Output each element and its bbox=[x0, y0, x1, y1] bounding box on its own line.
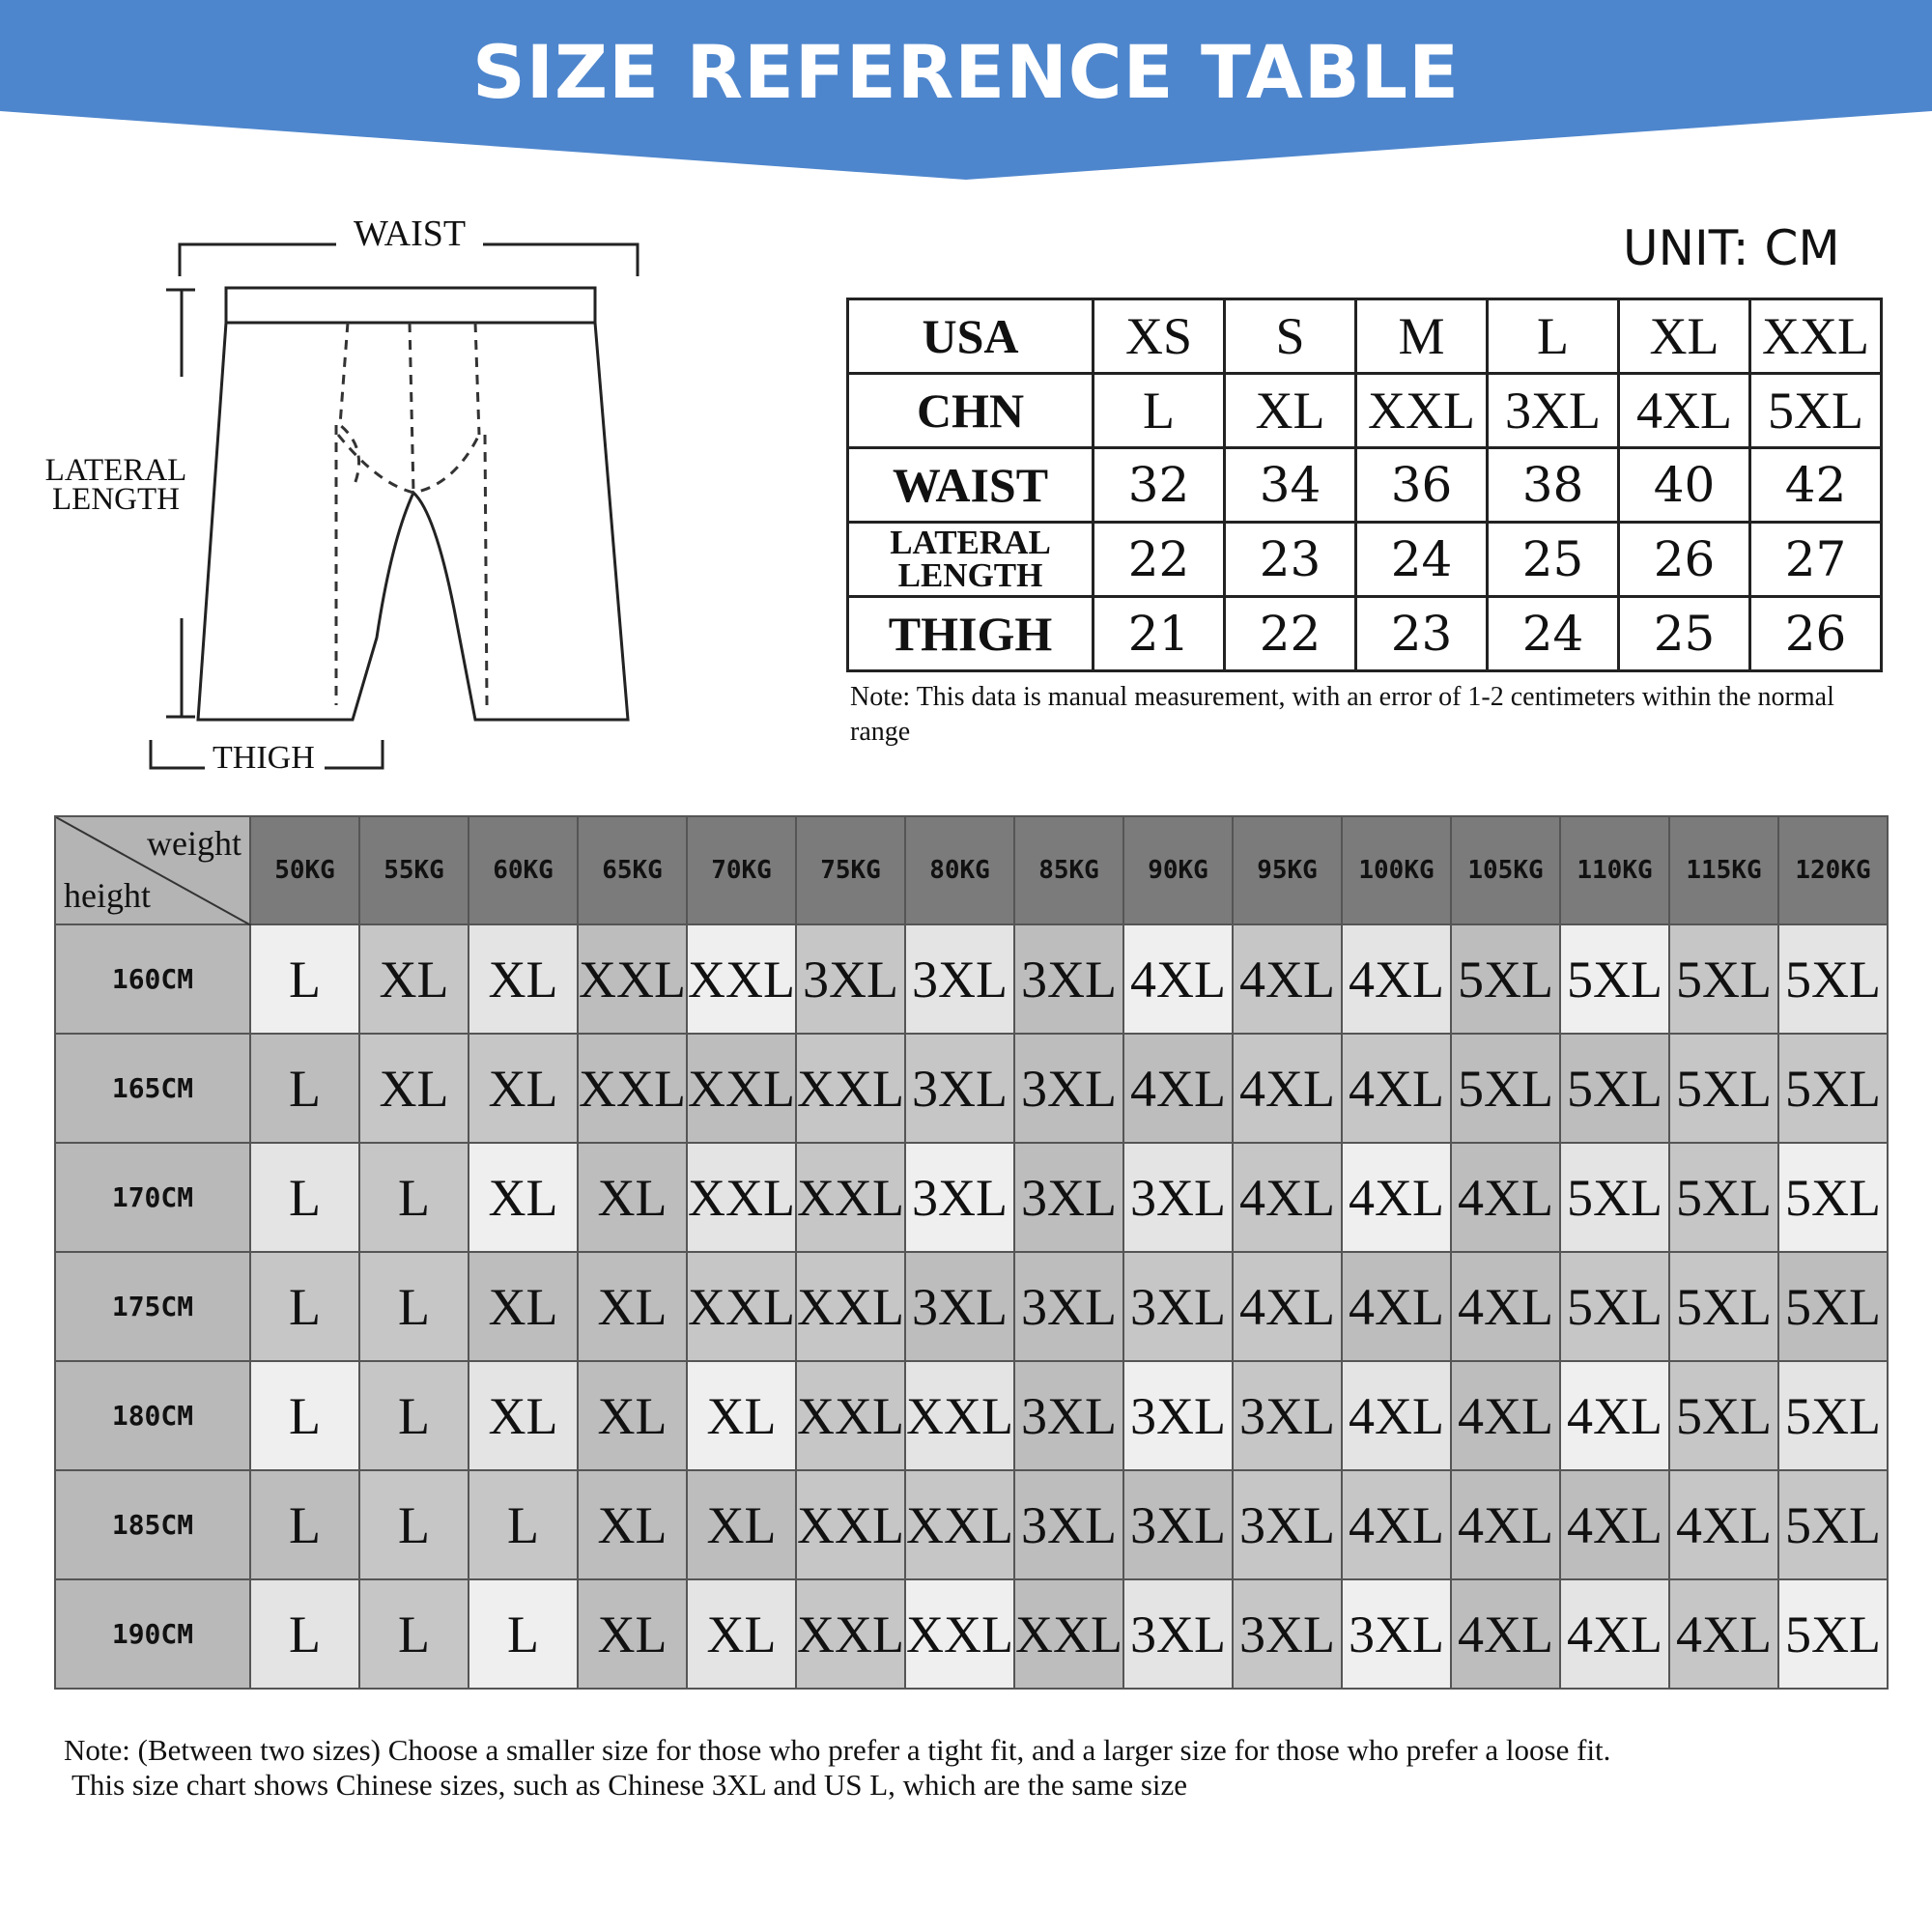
table-row bbox=[55, 1252, 1888, 1361]
table-cell: XS bbox=[1094, 299, 1225, 374]
table-cell: 38 bbox=[1488, 448, 1619, 523]
table-cell: XL bbox=[1619, 299, 1750, 374]
size-cell: 3XL bbox=[1123, 1361, 1233, 1470]
size-cell: 4XL bbox=[1560, 1579, 1669, 1689]
size-cell: 4XL bbox=[1123, 1034, 1233, 1143]
row-header-usa: USA bbox=[848, 299, 1094, 374]
row-header-waist: WAIST bbox=[848, 448, 1094, 523]
row-header-chn: CHN bbox=[848, 374, 1094, 448]
table-cell: 23 bbox=[1225, 523, 1356, 597]
weight-header-cell: 60KG bbox=[469, 816, 578, 924]
size-cell: XXL bbox=[687, 1252, 796, 1361]
weight-header-cell: 75KG bbox=[796, 816, 905, 924]
size-cell: 3XL bbox=[905, 1034, 1014, 1143]
size-cell: 3XL bbox=[1014, 1252, 1123, 1361]
footer-note-line2: This size chart shows Chinese sizes, such as Chinese 3XL and US L, which are the same size bbox=[71, 1768, 1188, 1802]
table-cell: XXL bbox=[1750, 299, 1882, 374]
table-row bbox=[55, 1034, 1888, 1143]
size-cell: 3XL bbox=[1123, 1470, 1233, 1579]
size-cell: 3XL bbox=[1014, 1361, 1123, 1470]
size-cell: 5XL bbox=[1669, 1143, 1778, 1252]
size-cell: 3XL bbox=[1123, 1252, 1233, 1361]
weight-header-cell: 70KG bbox=[687, 816, 796, 924]
height-header-cell: 170CM bbox=[55, 1143, 250, 1252]
table-cell: S bbox=[1225, 299, 1356, 374]
table-cell: L bbox=[1094, 374, 1225, 448]
size-cell: 4XL bbox=[1451, 1470, 1560, 1579]
size-cell: XL bbox=[359, 924, 469, 1034]
size-cell: XL bbox=[469, 1361, 578, 1470]
size-cell: 5XL bbox=[1778, 1034, 1888, 1143]
size-cell: XXL bbox=[578, 1034, 687, 1143]
measurement-note: Note: This data is manual measurement, with an error of 1-2 centimeters within the normal range bbox=[850, 682, 1834, 747]
size-cell: L bbox=[250, 1252, 359, 1361]
row-header-line2: LENGTH bbox=[897, 556, 1043, 594]
weight-header-cell: 90KG bbox=[1123, 816, 1233, 924]
height-header-cell: 185CM bbox=[55, 1470, 250, 1579]
height-header-cell: 175CM bbox=[55, 1252, 250, 1361]
size-cell: 4XL bbox=[1669, 1579, 1778, 1689]
size-cell: 4XL bbox=[1451, 1361, 1560, 1470]
size-cell: 3XL bbox=[1233, 1579, 1342, 1689]
table-cell: 25 bbox=[1619, 597, 1750, 671]
size-cell: 5XL bbox=[1560, 1143, 1669, 1252]
table-row bbox=[55, 1361, 1888, 1470]
footer-note bbox=[64, 1733, 1918, 1803]
table-row bbox=[55, 1143, 1888, 1252]
size-cell: L bbox=[250, 924, 359, 1034]
size-cell: 4XL bbox=[1342, 924, 1451, 1034]
row-header-lateral-length bbox=[848, 523, 1094, 597]
height-header-cell: 160CM bbox=[55, 924, 250, 1034]
size-cell: XL bbox=[469, 1252, 578, 1361]
table-row bbox=[848, 374, 1882, 448]
size-cell: 4XL bbox=[1233, 1034, 1342, 1143]
size-cell: 5XL bbox=[1560, 924, 1669, 1034]
size-cell: 3XL bbox=[1342, 1579, 1451, 1689]
size-cell: XL bbox=[687, 1579, 796, 1689]
size-cell: 5XL bbox=[1778, 1143, 1888, 1252]
table-cell: 36 bbox=[1356, 448, 1488, 523]
thigh-label: THIGH bbox=[213, 740, 315, 776]
size-cell: XXL bbox=[796, 1034, 905, 1143]
size-cell: 5XL bbox=[1451, 1034, 1560, 1143]
size-cell: L bbox=[250, 1579, 359, 1689]
table-cell: 24 bbox=[1356, 523, 1488, 597]
lateral-label-line2: LENGTH bbox=[52, 482, 180, 517]
weight-header-cell: 95KG bbox=[1233, 816, 1342, 924]
size-cell: 3XL bbox=[1123, 1579, 1233, 1689]
table-cell: 4XL bbox=[1619, 374, 1750, 448]
size-cell: L bbox=[469, 1470, 578, 1579]
size-cell: 4XL bbox=[1560, 1361, 1669, 1470]
size-cell: XL bbox=[687, 1361, 796, 1470]
size-cell: 4XL bbox=[1451, 1143, 1560, 1252]
size-cell: 3XL bbox=[1014, 1143, 1123, 1252]
table-cell: 42 bbox=[1750, 448, 1882, 523]
height-header-cell: 180CM bbox=[55, 1361, 250, 1470]
table-cell: 40 bbox=[1619, 448, 1750, 523]
weight-header-cell: 115KG bbox=[1669, 816, 1778, 924]
size-cell: XXL bbox=[796, 1579, 905, 1689]
table-cell: M bbox=[1356, 299, 1488, 374]
size-cell: 4XL bbox=[1123, 924, 1233, 1034]
size-cell: 3XL bbox=[905, 924, 1014, 1034]
size-cell: XXL bbox=[796, 1361, 905, 1470]
size-cell: XL bbox=[469, 1143, 578, 1252]
size-cell: 3XL bbox=[905, 1143, 1014, 1252]
shorts-diagram bbox=[29, 203, 667, 792]
size-cell: 5XL bbox=[1669, 924, 1778, 1034]
waist-label: WAIST bbox=[354, 213, 467, 254]
size-cell: L bbox=[250, 1143, 359, 1252]
size-cell: 3XL bbox=[796, 924, 905, 1034]
size-cell: 3XL bbox=[1014, 924, 1123, 1034]
row-header-line1: LATERAL bbox=[890, 524, 1051, 561]
size-cell: XXL bbox=[687, 1034, 796, 1143]
size-cell: 5XL bbox=[1560, 1252, 1669, 1361]
size-cell: 5XL bbox=[1669, 1361, 1778, 1470]
corner-height-label: height bbox=[64, 876, 151, 915]
size-cell: XXL bbox=[796, 1470, 905, 1579]
table-row bbox=[848, 448, 1882, 523]
weight-header-cell: 120KG bbox=[1778, 816, 1888, 924]
header-banner bbox=[0, 0, 1932, 184]
size-cell: XXL bbox=[578, 924, 687, 1034]
size-cell: XL bbox=[578, 1252, 687, 1361]
weight-header-cell: 85KG bbox=[1014, 816, 1123, 924]
size-cell: L bbox=[250, 1470, 359, 1579]
size-cell: 3XL bbox=[1233, 1470, 1342, 1579]
footer-note-line1: Note: (Between two sizes) Choose a smaller size for those who prefer a tight fit, and a larger size for those who prefer a loose fit. bbox=[64, 1733, 1611, 1767]
corner-weight-label: weight bbox=[147, 824, 242, 863]
row-header-thigh: THIGH bbox=[848, 597, 1094, 671]
size-cell: XL bbox=[469, 1034, 578, 1143]
size-cell: L bbox=[359, 1579, 469, 1689]
size-cell: XXL bbox=[905, 1470, 1014, 1579]
size-cell: 4XL bbox=[1451, 1252, 1560, 1361]
size-cell: 5XL bbox=[1778, 1579, 1888, 1689]
table-cell: 23 bbox=[1356, 597, 1488, 671]
size-cell: 3XL bbox=[1014, 1470, 1123, 1579]
size-cell: XXL bbox=[905, 1361, 1014, 1470]
size-cell: 5XL bbox=[1778, 1470, 1888, 1579]
table-cell: 27 bbox=[1750, 523, 1882, 597]
size-cell: 4XL bbox=[1342, 1470, 1451, 1579]
size-cell: XL bbox=[578, 1579, 687, 1689]
size-cell: 4XL bbox=[1669, 1470, 1778, 1579]
weight-header-cell: 105KG bbox=[1451, 816, 1560, 924]
size-cell: 3XL bbox=[1233, 1361, 1342, 1470]
size-cell: 4XL bbox=[1233, 1143, 1342, 1252]
size-cell: L bbox=[359, 1470, 469, 1579]
size-cell: 5XL bbox=[1669, 1034, 1778, 1143]
table-cell: 21 bbox=[1094, 597, 1225, 671]
table-cell: 26 bbox=[1619, 523, 1750, 597]
size-cell: 3XL bbox=[1123, 1143, 1233, 1252]
height-header-cell: 190CM bbox=[55, 1579, 250, 1689]
height-header-cell: 165CM bbox=[55, 1034, 250, 1143]
table-cell: 26 bbox=[1750, 597, 1882, 671]
size-cell: XL bbox=[578, 1143, 687, 1252]
table-row bbox=[55, 1579, 1888, 1689]
table-cell: XXL bbox=[1356, 374, 1488, 448]
size-cell: L bbox=[359, 1252, 469, 1361]
size-cell: XXL bbox=[905, 1579, 1014, 1689]
size-cell: L bbox=[250, 1034, 359, 1143]
unit-label: UNIT: CM bbox=[1623, 220, 1840, 276]
size-cell: L bbox=[250, 1361, 359, 1470]
size-cell: 5XL bbox=[1669, 1252, 1778, 1361]
size-cell: XXL bbox=[796, 1252, 905, 1361]
size-cell: 4XL bbox=[1233, 1252, 1342, 1361]
size-cell: 4XL bbox=[1560, 1470, 1669, 1579]
table-cell: XL bbox=[1225, 374, 1356, 448]
weight-header-cell: 50KG bbox=[250, 816, 359, 924]
table-cell: 25 bbox=[1488, 523, 1619, 597]
measurement-table bbox=[846, 298, 1883, 672]
table-cell: 34 bbox=[1225, 448, 1356, 523]
size-cell: 3XL bbox=[1014, 1034, 1123, 1143]
table-cell: 22 bbox=[1225, 597, 1356, 671]
table-cell: 32 bbox=[1094, 448, 1225, 523]
size-cell: 5XL bbox=[1451, 924, 1560, 1034]
page-title: SIZE REFERENCE TABLE bbox=[472, 29, 1460, 115]
weight-header-row bbox=[55, 816, 1888, 924]
lateral-label-line1: LATERAL bbox=[44, 453, 187, 488]
table-cell: 22 bbox=[1094, 523, 1225, 597]
table-cell: 3XL bbox=[1488, 374, 1619, 448]
weight-header-cell: 65KG bbox=[578, 816, 687, 924]
size-cell: XL bbox=[578, 1361, 687, 1470]
lateral-length-label bbox=[35, 453, 197, 517]
size-grid-body bbox=[55, 924, 1888, 1689]
size-cell: L bbox=[359, 1143, 469, 1252]
size-cell: 4XL bbox=[1342, 1143, 1451, 1252]
table-cell: 5XL bbox=[1750, 374, 1882, 448]
size-cell: 4XL bbox=[1342, 1361, 1451, 1470]
size-cell: 3XL bbox=[905, 1252, 1014, 1361]
size-cell: L bbox=[359, 1361, 469, 1470]
size-cell: XL bbox=[578, 1470, 687, 1579]
size-cell: 4XL bbox=[1342, 1252, 1451, 1361]
size-cell: 5XL bbox=[1778, 1252, 1888, 1361]
size-cell: 5XL bbox=[1778, 924, 1888, 1034]
size-cell: XXL bbox=[687, 1143, 796, 1252]
size-cell: XL bbox=[469, 924, 578, 1034]
size-cell: 5XL bbox=[1560, 1034, 1669, 1143]
size-cell: 4XL bbox=[1342, 1034, 1451, 1143]
table-row bbox=[55, 1470, 1888, 1579]
table-cell: 24 bbox=[1488, 597, 1619, 671]
table-cell: L bbox=[1488, 299, 1619, 374]
size-cell: 5XL bbox=[1778, 1361, 1888, 1470]
size-cell: XL bbox=[687, 1470, 796, 1579]
table-row bbox=[55, 924, 1888, 1034]
table-row bbox=[848, 523, 1882, 597]
size-cell: XXL bbox=[1014, 1579, 1123, 1689]
size-grid-table bbox=[54, 815, 1889, 1690]
size-cell: XXL bbox=[687, 924, 796, 1034]
weight-header-cell: 80KG bbox=[905, 816, 1014, 924]
size-cell: XXL bbox=[796, 1143, 905, 1252]
weight-header-cell: 55KG bbox=[359, 816, 469, 924]
table-row bbox=[848, 597, 1882, 671]
size-cell: XL bbox=[359, 1034, 469, 1143]
size-cell: 4XL bbox=[1233, 924, 1342, 1034]
weight-header-cell: 110KG bbox=[1560, 816, 1669, 924]
table-row bbox=[848, 299, 1882, 374]
grid-corner-cell bbox=[55, 816, 250, 924]
size-cell: L bbox=[469, 1579, 578, 1689]
size-cell: 4XL bbox=[1451, 1579, 1560, 1689]
weight-header-cell: 100KG bbox=[1342, 816, 1451, 924]
